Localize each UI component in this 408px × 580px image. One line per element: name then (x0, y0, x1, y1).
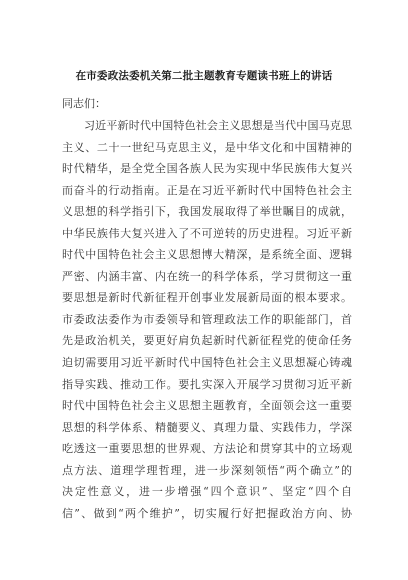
salutation: 同志们： (62, 97, 106, 110)
body-line: 而奋斗的行动指南。正是在习近平新时代中国特色社会主 (62, 183, 352, 197)
body-line: 习近平新时代中国特色社会主义思想是当代中国马克思 (84, 119, 352, 132)
body-line: 要思想是新时代新征程开创事业发展新局面的根本要求。 (62, 291, 352, 305)
body-line: 市委政法委作为市委领导和管理政法工作的职能部门，首 (62, 312, 352, 326)
body-line: 先是政治机关，要更好肩负起新时代新征程党的使命任务 (62, 334, 352, 348)
body-line: 迫切需要用习近平新时代中国特色社会主义思想凝心铸魂 (62, 356, 352, 370)
body-text (62, 115, 352, 524)
body-line: 时代精华，是全党全国各族人民为实现中华民族伟大复兴 (62, 162, 352, 176)
body-line: 吃透这一重要思想的世界观、方法论和贯穿其中的立场观 (62, 442, 352, 456)
body-line: 决定性意义，进一步增强“四个意识”、坚定“四个自 (62, 485, 352, 499)
body-line: 点方法、道理学理哲理，进一步深刻领悟“两个确立”的 (62, 463, 352, 477)
body-line: 义思想的科学指引下，我国发展取得了举世瞩目的成就， (62, 205, 352, 219)
body-line: 主义、二十一世纪马克思主义，是中华文化和中国精神的 (62, 140, 352, 154)
body-line: 信”、做到“两个维护”，切实履行好把握政治方向、协 (62, 506, 352, 520)
body-line: 严密、内涵丰富、内在统一的科学体系，学习贯彻这一重 (62, 269, 352, 283)
body-line: 时代中国特色社会主义思想博大精深，是系统全面、逻辑 (62, 248, 352, 262)
body-line: 时代中国特色社会主义思想主题教育，全面领会这一重要 (62, 399, 352, 413)
body-line: 指导实践、推动工作。要扎实深入开展学习贯彻习近平新 (62, 377, 352, 391)
body-line: 思想的科学体系、精髓要义、真理力量、实践伟力，学深 (62, 420, 352, 434)
body-line: 中华民族伟大复兴进入了不可逆转的历史进程。习近平新 (62, 226, 352, 240)
page-title: 在市委政法委机关第二批主题教育专题读书班上的讲话 (75, 70, 333, 82)
